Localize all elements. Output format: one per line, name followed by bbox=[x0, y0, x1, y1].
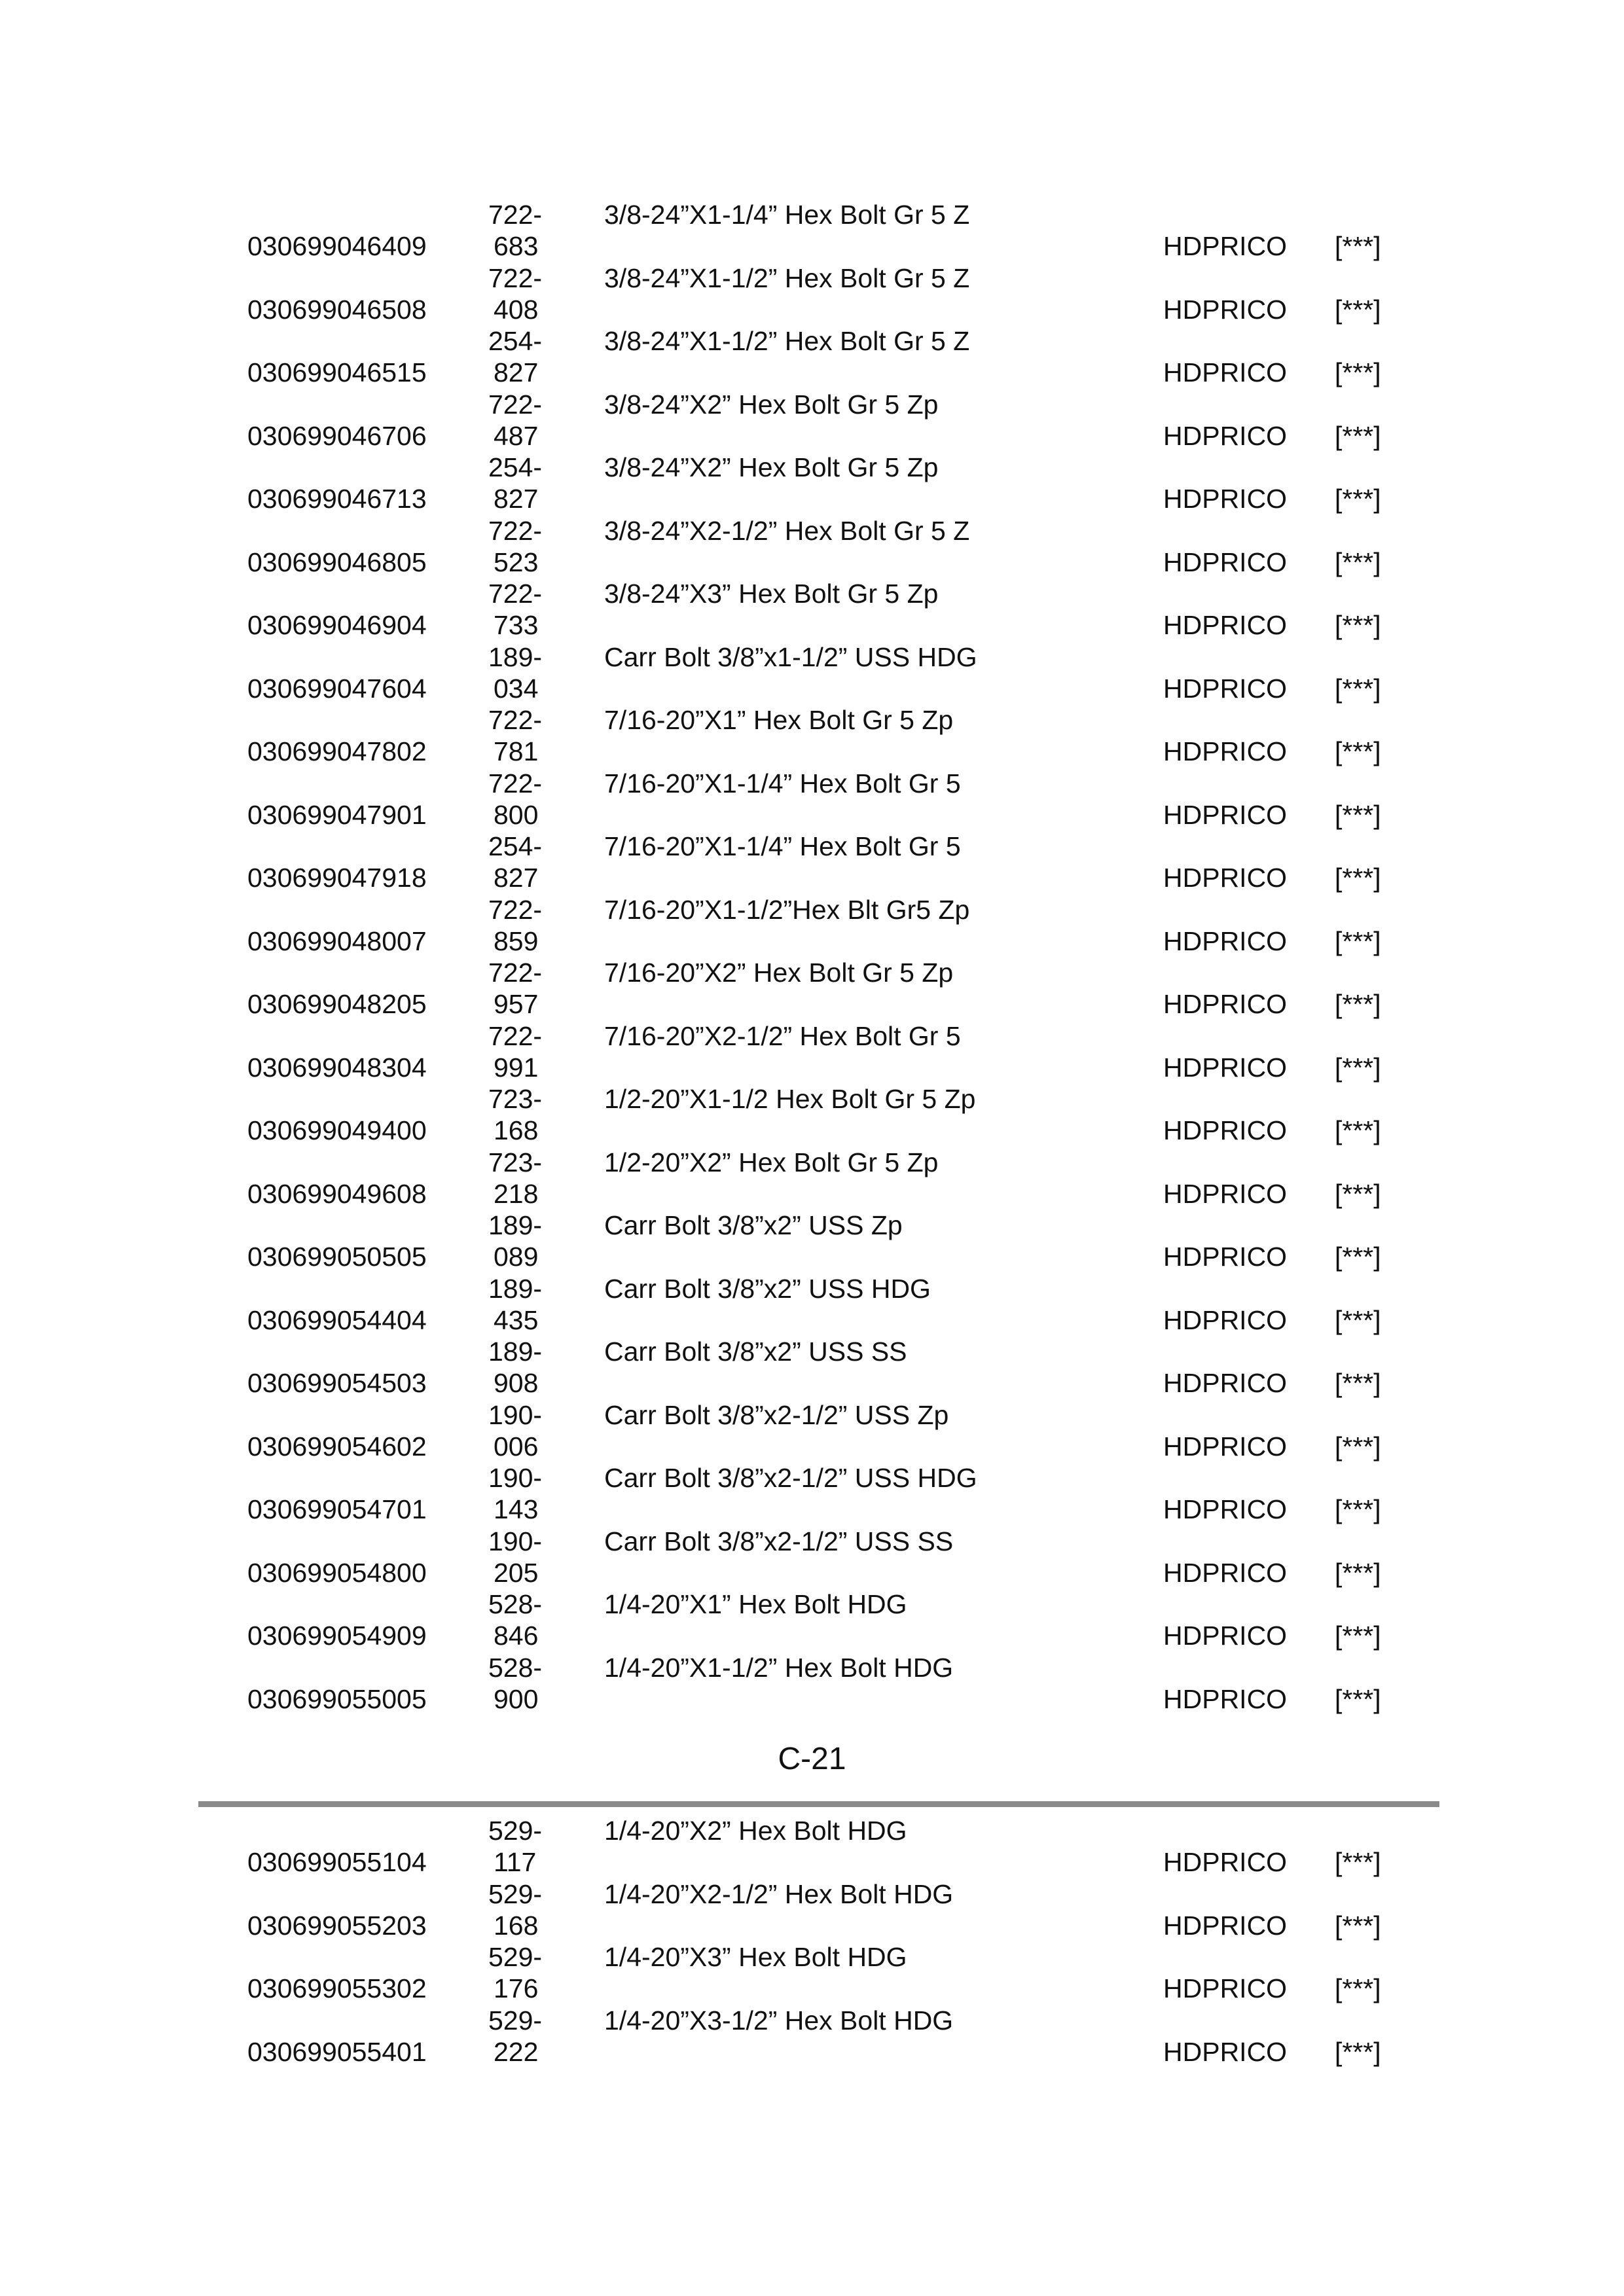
redaction-flag-cell: [***] bbox=[1335, 863, 1381, 893]
upc-cell: 030699048007 bbox=[247, 925, 427, 956]
table-row bbox=[0, 325, 1624, 389]
sku-suffix-cell: 487 bbox=[494, 420, 539, 451]
upc-cell: 030699054909 bbox=[247, 1621, 427, 1651]
sku-suffix-cell: 846 bbox=[494, 1621, 539, 1651]
upc-cell: 030699046508 bbox=[247, 294, 427, 325]
sku-prefix-cell: 189- bbox=[488, 1336, 543, 1367]
sku-prefix-cell: 722- bbox=[488, 200, 543, 230]
table-row bbox=[0, 831, 1624, 894]
redaction-flag-cell: [***] bbox=[1335, 1304, 1381, 1335]
redaction-flag-cell: [***] bbox=[1335, 1973, 1381, 2003]
description-cell: 7/16-20”X1-1/4” Hex Bolt Gr 5 bbox=[604, 831, 961, 861]
description-cell: 3/8-24”X3” Hex Bolt Gr 5 Zp bbox=[604, 579, 939, 609]
sku-suffix-cell: 781 bbox=[494, 736, 539, 766]
sku-prefix-cell: 528- bbox=[488, 1589, 543, 1619]
redaction-flag-cell: [***] bbox=[1335, 610, 1381, 640]
description-cell: Carr Bolt 3/8”x2-1/2” USS SS bbox=[604, 1526, 954, 1556]
vendor-cell: HDPRICO bbox=[1163, 1910, 1288, 1941]
sku-suffix-cell: 034 bbox=[494, 673, 539, 704]
vendor-cell: HDPRICO bbox=[1163, 863, 1288, 893]
sku-prefix-cell: 529- bbox=[488, 1816, 543, 1846]
upc-cell: 030699054800 bbox=[247, 1557, 427, 1588]
redaction-flag-cell: [***] bbox=[1335, 1683, 1381, 1714]
upc-cell: 030699047918 bbox=[247, 863, 427, 893]
table-row bbox=[0, 704, 1624, 768]
sku-prefix-cell: 529- bbox=[488, 1942, 543, 1972]
redaction-flag-cell: [***] bbox=[1335, 1368, 1381, 1398]
upc-cell: 030699055401 bbox=[247, 2036, 427, 2067]
description-cell: Carr Bolt 3/8”x2-1/2” USS HDG bbox=[604, 1463, 977, 1493]
sku-prefix-cell: 722- bbox=[488, 768, 543, 798]
vendor-cell: HDPRICO bbox=[1163, 547, 1288, 577]
sku-suffix-cell: 205 bbox=[494, 1557, 539, 1588]
redaction-flag-cell: [***] bbox=[1335, 1242, 1381, 1272]
page-number: C-21 bbox=[778, 1742, 846, 1776]
sku-suffix-cell: 168 bbox=[494, 1115, 539, 1145]
description-cell: 1/4-20”X2-1/2” Hex Bolt HDG bbox=[604, 1878, 954, 1909]
upc-cell: 030699054503 bbox=[247, 1368, 427, 1398]
vendor-cell: HDPRICO bbox=[1163, 294, 1288, 325]
table-row bbox=[0, 1462, 1624, 1526]
upc-cell: 030699047604 bbox=[247, 673, 427, 704]
vendor-cell: HDPRICO bbox=[1163, 484, 1288, 514]
table-row bbox=[0, 1210, 1624, 1273]
sku-suffix-cell: 176 bbox=[494, 1973, 539, 2003]
description-cell: Carr Bolt 3/8”x2” USS SS bbox=[604, 1336, 907, 1367]
sku-suffix-cell: 991 bbox=[494, 1052, 539, 1083]
upc-cell: 030699046805 bbox=[247, 547, 427, 577]
upc-cell: 030699046409 bbox=[247, 231, 427, 261]
upc-cell: 030699046515 bbox=[247, 357, 427, 387]
vendor-cell: HDPRICO bbox=[1163, 420, 1288, 451]
redaction-flag-cell: [***] bbox=[1335, 1115, 1381, 1145]
sku-prefix-cell: 722- bbox=[488, 579, 543, 609]
description-cell: 7/16-20”X1-1/4” Hex Bolt Gr 5 bbox=[604, 768, 961, 798]
upc-cell: 030699055005 bbox=[247, 1683, 427, 1714]
vendor-cell: HDPRICO bbox=[1163, 1368, 1288, 1398]
redaction-flag-cell: [***] bbox=[1335, 484, 1381, 514]
sku-prefix-cell: 722- bbox=[488, 894, 543, 925]
sku-suffix-cell: 168 bbox=[494, 1910, 539, 1941]
vendor-cell: HDPRICO bbox=[1163, 1115, 1288, 1145]
sku-suffix-cell: 218 bbox=[494, 1178, 539, 1209]
sku-prefix-cell: 254- bbox=[488, 452, 543, 482]
sku-suffix-cell: 523 bbox=[494, 547, 539, 577]
sku-prefix-cell: 722- bbox=[488, 1020, 543, 1051]
vendor-cell: HDPRICO bbox=[1163, 1431, 1288, 1462]
table-row bbox=[0, 1147, 1624, 1210]
sku-suffix-cell: 683 bbox=[494, 231, 539, 261]
description-cell: 7/16-20”X2-1/2” Hex Bolt Gr 5 bbox=[604, 1020, 961, 1051]
upc-cell: 030699049608 bbox=[247, 1178, 427, 1209]
sku-suffix-cell: 117 bbox=[494, 1847, 537, 1877]
description-cell: Carr Bolt 3/8”x2” USS Zp bbox=[604, 1210, 903, 1240]
description-cell: 3/8-24”X1-1/2” Hex Bolt Gr 5 Z bbox=[604, 262, 970, 293]
upc-cell: 030699048304 bbox=[247, 1052, 427, 1083]
description-cell: 1/4-20”X1” Hex Bolt HDG bbox=[604, 1589, 907, 1619]
sku-prefix-cell: 529- bbox=[488, 1878, 543, 1909]
sku-prefix-cell: 190- bbox=[488, 1526, 543, 1556]
table-row bbox=[0, 1020, 1624, 1084]
redaction-flag-cell: [***] bbox=[1335, 673, 1381, 704]
sku-suffix-cell: 408 bbox=[494, 294, 539, 325]
redaction-flag-cell: [***] bbox=[1335, 1494, 1381, 1524]
parts-list-upper bbox=[0, 199, 1624, 1715]
table-row bbox=[0, 957, 1624, 1020]
sku-suffix-cell: 827 bbox=[494, 357, 539, 387]
description-cell: 7/16-20”X2” Hex Bolt Gr 5 Zp bbox=[604, 958, 954, 988]
table-row bbox=[0, 641, 1624, 705]
description-cell: 1/4-20”X1-1/2” Hex Bolt HDG bbox=[604, 1652, 954, 1683]
table-row bbox=[0, 578, 1624, 641]
sku-suffix-cell: 827 bbox=[494, 484, 539, 514]
vendor-cell: HDPRICO bbox=[1163, 1052, 1288, 1083]
description-cell: Carr Bolt 3/8”x1-1/2” USS HDG bbox=[604, 641, 977, 672]
table-row bbox=[0, 452, 1624, 515]
redaction-flag-cell: [***] bbox=[1335, 1431, 1381, 1462]
vendor-cell: HDPRICO bbox=[1163, 673, 1288, 704]
description-cell: 1/4-20”X2” Hex Bolt HDG bbox=[604, 1816, 907, 1846]
table-row bbox=[0, 2005, 1624, 2068]
sku-suffix-cell: 800 bbox=[494, 799, 539, 830]
vendor-cell: HDPRICO bbox=[1163, 1683, 1288, 1714]
vendor-cell: HDPRICO bbox=[1163, 357, 1288, 387]
page-divider bbox=[198, 1801, 1439, 1807]
sku-suffix-cell: 435 bbox=[494, 1304, 539, 1335]
sku-prefix-cell: 190- bbox=[488, 1463, 543, 1493]
description-cell: 7/16-20”X1-1/2”Hex Blt Gr5 Zp bbox=[604, 894, 970, 925]
upc-cell: 030699055104 bbox=[247, 1847, 427, 1877]
description-cell: 3/8-24”X2” Hex Bolt Gr 5 Zp bbox=[604, 389, 939, 420]
redaction-flag-cell: [***] bbox=[1335, 736, 1381, 766]
table-row bbox=[0, 1526, 1624, 1589]
sku-prefix-cell: 722- bbox=[488, 705, 543, 735]
redaction-flag-cell: [***] bbox=[1335, 420, 1381, 451]
sku-prefix-cell: 723- bbox=[488, 1147, 543, 1177]
upc-cell: 030699046713 bbox=[247, 484, 427, 514]
sku-suffix-cell: 143 bbox=[494, 1494, 539, 1524]
description-cell: 3/8-24”X2-1/2” Hex Bolt Gr 5 Z bbox=[604, 515, 970, 546]
upc-cell: 030699050505 bbox=[247, 1242, 427, 1272]
redaction-flag-cell: [***] bbox=[1335, 1621, 1381, 1651]
description-cell: 1/2-20”X2” Hex Bolt Gr 5 Zp bbox=[604, 1147, 939, 1177]
sku-prefix-cell: 722- bbox=[488, 389, 543, 420]
description-cell: 3/8-24”X1-1/2” Hex Bolt Gr 5 Z bbox=[604, 326, 970, 356]
description-cell: Carr Bolt 3/8”x2-1/2” USS Zp bbox=[604, 1399, 949, 1430]
table-row bbox=[0, 1941, 1624, 2005]
vendor-cell: HDPRICO bbox=[1163, 1494, 1288, 1524]
redaction-flag-cell: [***] bbox=[1335, 1178, 1381, 1209]
upc-cell: 030699055302 bbox=[247, 1973, 427, 2003]
sku-prefix-cell: 723- bbox=[488, 1084, 543, 1114]
table-row bbox=[0, 515, 1624, 579]
sku-suffix-cell: 827 bbox=[494, 863, 539, 893]
upc-cell: 030699054602 bbox=[247, 1431, 427, 1462]
redaction-flag-cell: [***] bbox=[1335, 357, 1381, 387]
redaction-flag-cell: [***] bbox=[1335, 1847, 1381, 1877]
table-row bbox=[0, 1273, 1624, 1336]
sku-suffix-cell: 089 bbox=[494, 1242, 539, 1272]
redaction-flag-cell: [***] bbox=[1335, 1557, 1381, 1588]
upc-cell: 030699046904 bbox=[247, 610, 427, 640]
sku-suffix-cell: 006 bbox=[494, 1431, 539, 1462]
table-row bbox=[0, 768, 1624, 831]
vendor-cell: HDPRICO bbox=[1163, 989, 1288, 1019]
table-row bbox=[0, 1083, 1624, 1147]
redaction-flag-cell: [***] bbox=[1335, 1910, 1381, 1941]
upc-cell: 030699055203 bbox=[247, 1910, 427, 1941]
table-row bbox=[0, 1878, 1624, 1942]
redaction-flag-cell: [***] bbox=[1335, 925, 1381, 956]
sku-prefix-cell: 254- bbox=[488, 831, 543, 861]
vendor-cell: HDPRICO bbox=[1163, 1621, 1288, 1651]
description-cell: 3/8-24”X2” Hex Bolt Gr 5 Zp bbox=[604, 452, 939, 482]
upc-cell: 030699054404 bbox=[247, 1304, 427, 1335]
table-row bbox=[0, 1815, 1624, 1878]
table-row bbox=[0, 1336, 1624, 1399]
sku-prefix-cell: 189- bbox=[488, 1273, 543, 1304]
upc-cell: 030699047802 bbox=[247, 736, 427, 766]
table-row bbox=[0, 1399, 1624, 1463]
upc-cell: 030699047901 bbox=[247, 799, 427, 830]
vendor-cell: HDPRICO bbox=[1163, 2036, 1288, 2067]
vendor-cell: HDPRICO bbox=[1163, 1847, 1288, 1877]
vendor-cell: HDPRICO bbox=[1163, 1178, 1288, 1209]
sku-suffix-cell: 908 bbox=[494, 1368, 539, 1398]
sku-prefix-cell: 254- bbox=[488, 326, 543, 356]
redaction-flag-cell: [***] bbox=[1335, 231, 1381, 261]
sku-suffix-cell: 957 bbox=[494, 989, 539, 1019]
sku-suffix-cell: 733 bbox=[494, 610, 539, 640]
upc-cell: 030699048205 bbox=[247, 989, 427, 1019]
vendor-cell: HDPRICO bbox=[1163, 925, 1288, 956]
upc-cell: 030699054701 bbox=[247, 1494, 427, 1524]
upc-cell: 030699046706 bbox=[247, 420, 427, 451]
vendor-cell: HDPRICO bbox=[1163, 1973, 1288, 2003]
sku-prefix-cell: 528- bbox=[488, 1652, 543, 1683]
table-row bbox=[0, 199, 1624, 262]
redaction-flag-cell: [***] bbox=[1335, 799, 1381, 830]
table-row bbox=[0, 389, 1624, 452]
vendor-cell: HDPRICO bbox=[1163, 1557, 1288, 1588]
redaction-flag-cell: [***] bbox=[1335, 294, 1381, 325]
description-cell: Carr Bolt 3/8”x2” USS HDG bbox=[604, 1273, 931, 1304]
description-cell: 1/2-20”X1-1/2 Hex Bolt Gr 5 Zp bbox=[604, 1084, 976, 1114]
upc-cell: 030699049400 bbox=[247, 1115, 427, 1145]
description-cell: 1/4-20”X3-1/2” Hex Bolt HDG bbox=[604, 2005, 954, 2036]
redaction-flag-cell: [***] bbox=[1335, 989, 1381, 1019]
table-row bbox=[0, 1588, 1624, 1652]
sku-prefix-cell: 722- bbox=[488, 262, 543, 293]
vendor-cell: HDPRICO bbox=[1163, 799, 1288, 830]
table-row bbox=[0, 1652, 1624, 1715]
vendor-cell: HDPRICO bbox=[1163, 1242, 1288, 1272]
sku-suffix-cell: 900 bbox=[494, 1683, 539, 1714]
description-cell: 3/8-24”X1-1/4” Hex Bolt Gr 5 Z bbox=[604, 200, 970, 230]
redaction-flag-cell: [***] bbox=[1335, 2036, 1381, 2067]
vendor-cell: HDPRICO bbox=[1163, 736, 1288, 766]
sku-prefix-cell: 722- bbox=[488, 958, 543, 988]
vendor-cell: HDPRICO bbox=[1163, 1304, 1288, 1335]
sku-prefix-cell: 722- bbox=[488, 515, 543, 546]
redaction-flag-cell: [***] bbox=[1335, 1052, 1381, 1083]
table-row bbox=[0, 262, 1624, 326]
sku-suffix-cell: 859 bbox=[494, 925, 539, 956]
sku-prefix-cell: 529- bbox=[488, 2005, 543, 2036]
parts-list-lower bbox=[0, 1815, 1624, 2068]
sku-prefix-cell: 189- bbox=[488, 1210, 543, 1240]
sku-prefix-cell: 190- bbox=[488, 1399, 543, 1430]
vendor-cell: HDPRICO bbox=[1163, 610, 1288, 640]
sku-prefix-cell: 189- bbox=[488, 641, 543, 672]
redaction-flag-cell: [***] bbox=[1335, 547, 1381, 577]
table-row bbox=[0, 894, 1624, 958]
description-cell: 7/16-20”X1” Hex Bolt Gr 5 Zp bbox=[604, 705, 954, 735]
description-cell: 1/4-20”X3” Hex Bolt HDG bbox=[604, 1942, 907, 1972]
sku-suffix-cell: 222 bbox=[494, 2036, 539, 2067]
vendor-cell: HDPRICO bbox=[1163, 231, 1288, 261]
